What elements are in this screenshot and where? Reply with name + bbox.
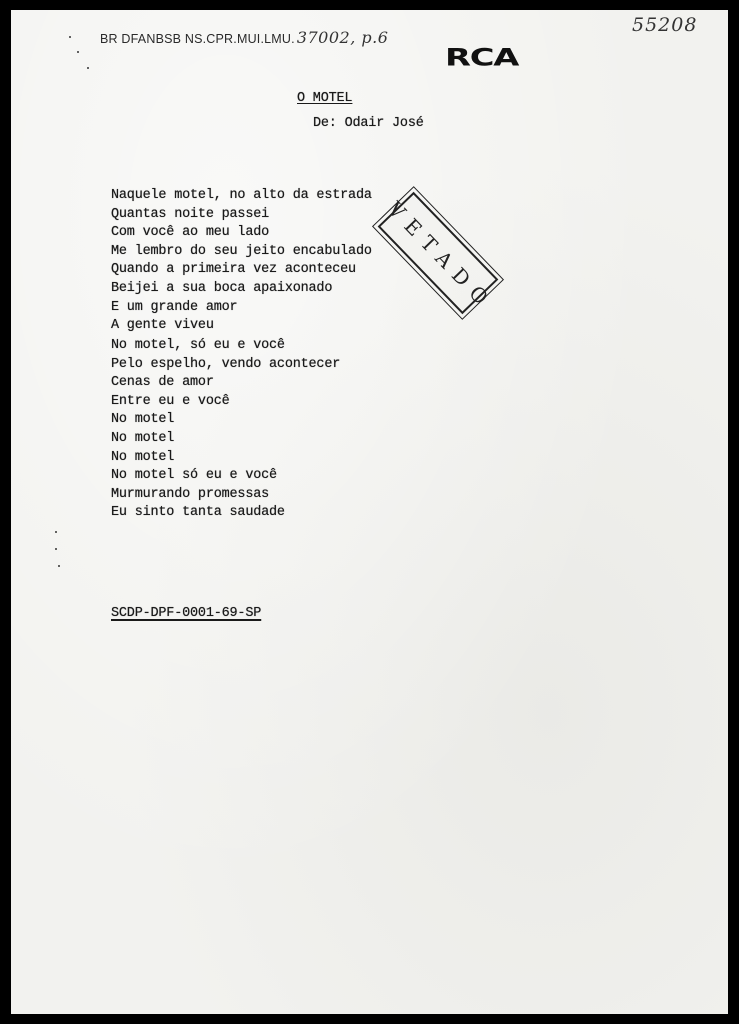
paper-speck <box>55 548 57 550</box>
paper-speck <box>87 67 89 69</box>
stanza-1 <box>111 187 372 336</box>
verse-line: Quando a primeira vez aconteceu <box>111 262 356 278</box>
verse-line: Naquele motel, no alto da estrada <box>111 188 372 203</box>
verse-line: Cenas de amor <box>111 375 214 391</box>
verse-line: No motel <box>111 449 175 465</box>
verse-line: E um grande amor <box>111 299 238 315</box>
verse-line: Beijei a sua boca apaixonado <box>111 280 333 296</box>
verse-line: No motel <box>111 412 175 428</box>
archive-reference-handwritten: 37002, p.6 <box>296 28 389 47</box>
document-page <box>11 10 728 1014</box>
verse-line: No motel só eu e você <box>111 468 277 484</box>
paper-speck <box>58 565 60 567</box>
verse-line: Me lembro do seu jeito encabulado <box>111 243 372 259</box>
verse-line: Com você ao meu lado <box>111 225 270 241</box>
archive-reference <box>100 28 388 47</box>
folio-number: 55208 <box>632 14 698 36</box>
song-title: O MOTEL <box>297 91 353 106</box>
verse-line: Quantas noite passei <box>111 206 270 222</box>
archive-reference-printed: BR DFANBSB NS.CPR.MUI.LMU. <box>100 32 295 46</box>
verse-line: No motel, só eu e você <box>111 338 285 353</box>
verse-line: Eu sinto tanta saudade <box>111 505 285 521</box>
vetado-stamp <box>378 192 499 314</box>
paper-speck <box>55 531 57 533</box>
verse-line: Pelo espelho, vendo acontecer <box>111 356 341 372</box>
paper-speck <box>77 51 79 53</box>
verse-line: Entre eu e você <box>111 393 230 409</box>
paper-speck <box>69 36 71 38</box>
verse-line: No motel <box>111 430 175 446</box>
verse-line: A gente viveu <box>111 318 214 334</box>
song-author: De: Odair José <box>313 116 424 131</box>
stanza-2 <box>111 337 340 523</box>
vetado-stamp-text: VETADO <box>383 196 500 316</box>
registration-code: SCDP-DPF-0001-69-SP <box>111 606 262 621</box>
verse-line: Murmurando promessas <box>111 486 270 502</box>
rca-logo: RCA <box>445 44 519 72</box>
